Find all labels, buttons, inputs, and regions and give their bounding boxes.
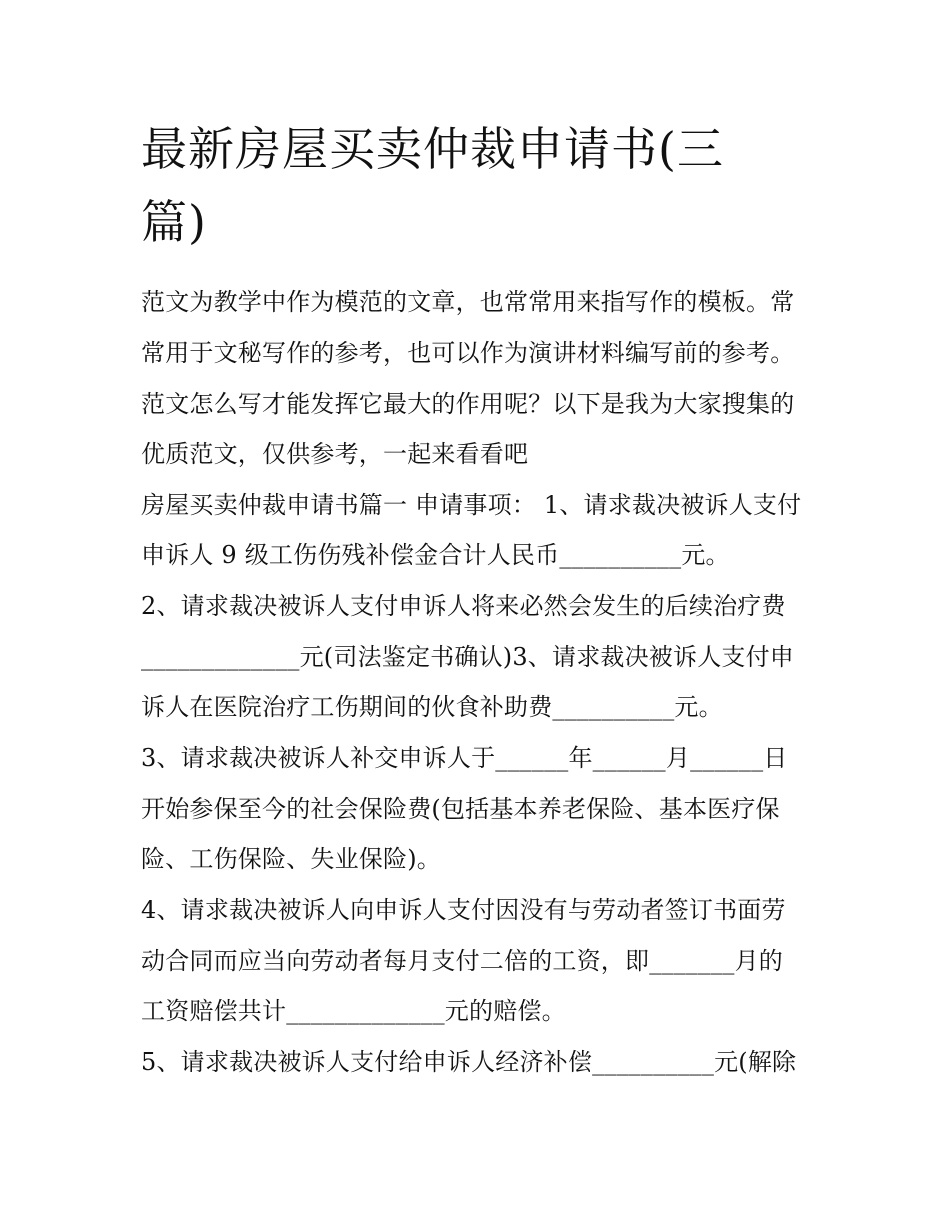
intro-line-2: 常用于文秘写作的参考，也可以作为演讲材料编写前的参考。 bbox=[141, 339, 795, 367]
claim-3-line-1: 3、请求裁决被诉人补交申诉人于______年______月______日 bbox=[141, 744, 788, 772]
claim-2-line-1: 2、请求裁决被诉人支付申诉人将来必然会发生的后续治疗费 bbox=[141, 592, 786, 620]
title-line-1: 最新房屋买卖仲裁申请书(三 bbox=[141, 122, 724, 176]
claim-5-line-1: 5、请求裁决被诉人支付给申诉人经济补偿__________元(解除 bbox=[141, 1048, 797, 1076]
claim-4-line-2: 动合同而应当向劳动者每月支付二倍的工资，即_______月的 bbox=[141, 947, 783, 975]
intro-line-1: 范文为教学中作为模范的文章，也常常用来指写作的模板。常 bbox=[141, 288, 795, 316]
intro-line-3: 范文怎么写才能发挥它最大的作用呢？以下是我为大家搜集的 bbox=[141, 390, 795, 418]
document-title bbox=[141, 113, 821, 259]
claim-3-line-3: 险、工伤保险、失业保险)。 bbox=[141, 845, 441, 873]
title-line-2: 篇) bbox=[141, 195, 207, 249]
claim-3-line-2: 开始参保至今的社会保险费(包括基本养老保险、基本医疗保 bbox=[141, 795, 780, 823]
claim-1-line-2: 申诉人 9 级工伤伤残补偿金合计人民币__________元。 bbox=[141, 541, 730, 569]
intro-line-4: 优质范文，仅供参考，一起来看看吧 bbox=[141, 440, 529, 468]
claim-2-line-3: 诉人在医院治疗工伤期间的伙食补助费__________元。 bbox=[141, 693, 723, 721]
claim-4-line-3: 工资赔偿共计_____________元的赔偿。 bbox=[141, 997, 566, 1025]
section-heading-line: 房屋买卖仲裁申请书篇一 申请事项： 1、请求裁决被诉人支付 bbox=[141, 491, 802, 519]
claim-2-line-2: _____________元(司法鉴定书确认)3、请求裁决被诉人支付申 bbox=[141, 643, 794, 671]
claim-4-line-1: 4、请求裁决被诉人向申诉人支付因没有与劳动者签订书面劳 bbox=[141, 896, 786, 924]
